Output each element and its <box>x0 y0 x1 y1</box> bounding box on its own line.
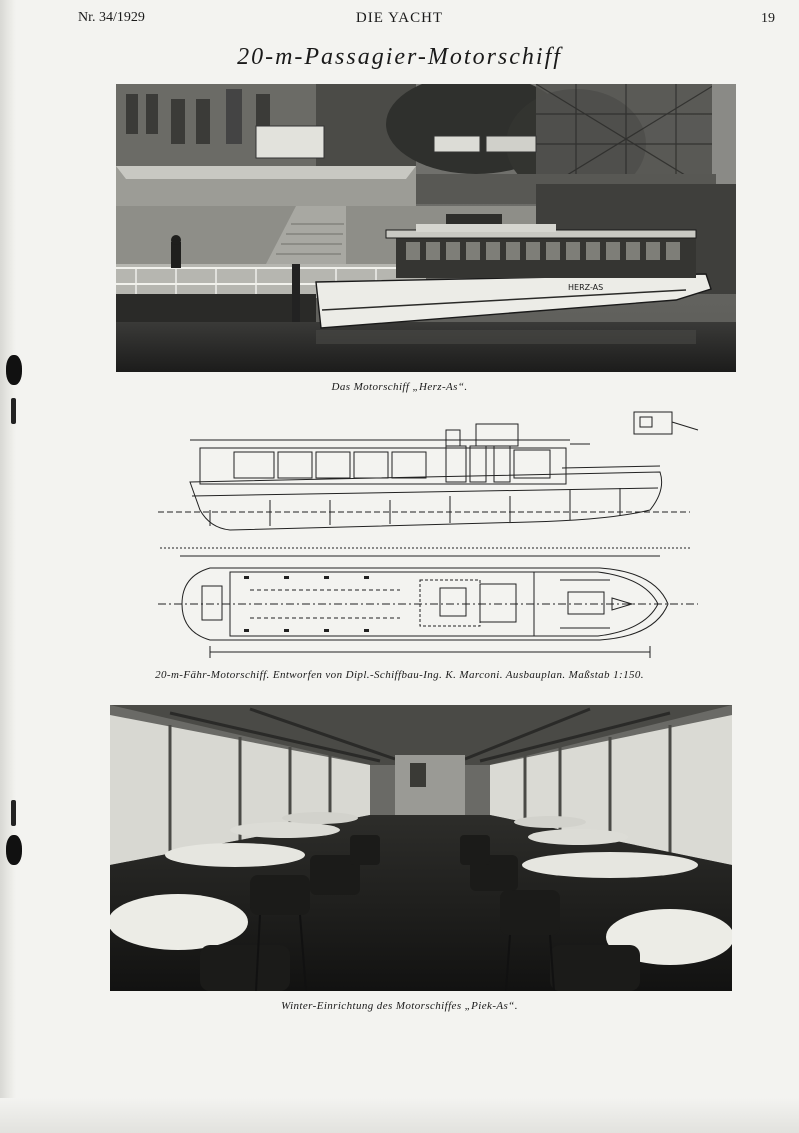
boat-name-label: HERZ-AS <box>568 283 604 292</box>
page-header <box>0 10 799 32</box>
page-number: 19 <box>761 11 775 26</box>
caption-herz-as: Das Motorschiff „Herz-As“. <box>331 381 468 393</box>
caption-ship-plan: 20-m-Fähr-Motorschiff. Entworfen von Dipl.-Schiffbau-Ing. K. Marconi. Ausbauplan. Maßstab 1:150. <box>155 669 644 681</box>
ship-plan-drawing <box>150 400 710 665</box>
binding-hole-bottom <box>6 835 22 865</box>
page-edge <box>0 0 16 1133</box>
caption-piek-as-interior: Winter-Einrichtung des Motorschiffes „Piek-As“. <box>281 1000 518 1012</box>
article-title: 20-m-Passagier-Motorschiff <box>237 44 562 70</box>
binding-mark-bottom <box>11 800 16 826</box>
photo-herz-as <box>116 84 736 372</box>
photo-piek-as-interior <box>110 705 732 991</box>
page-bottom-edge <box>0 1098 799 1133</box>
binding-mark-top <box>11 398 16 424</box>
magazine-title: DIE YACHT <box>355 10 444 26</box>
issue-number: Nr. 34/1929 <box>78 10 145 25</box>
